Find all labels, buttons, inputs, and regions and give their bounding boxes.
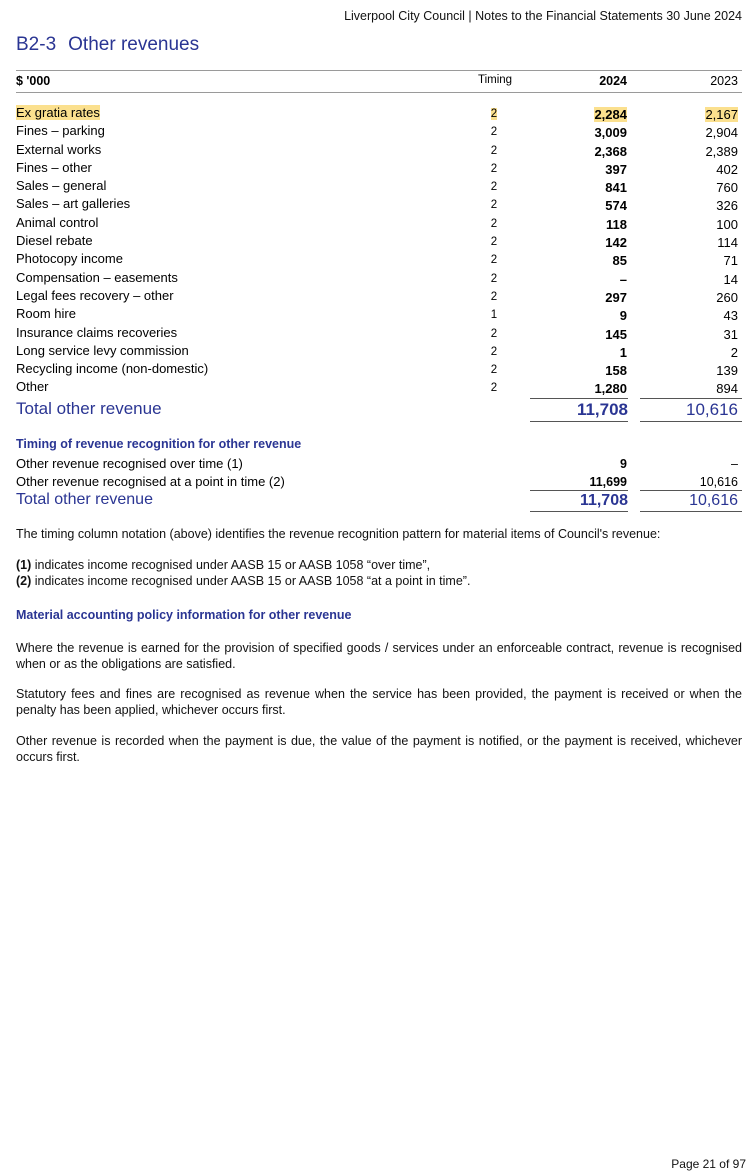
row-timing: 2	[490, 181, 498, 194]
total-2023: 10,616	[686, 400, 738, 419]
note-1-marker: (1)	[16, 558, 32, 572]
table-row	[0, 122, 756, 140]
row-timing: 2	[490, 217, 498, 230]
row-value-2024: 2,284	[594, 107, 627, 122]
total-2024: 11,708	[579, 492, 628, 509]
policy-paragraph-2: Statutory fees and fines are recognised as revenue when the service has been provided, the payment is received or when the penalty has been applied, whichever occurs first.	[16, 687, 742, 717]
row-value-2024: 1	[619, 344, 627, 360]
row-label: Ex gratia rates	[16, 105, 100, 120]
row-label: Room hire	[16, 306, 76, 322]
row-value-2023: 43	[723, 308, 738, 324]
table-row	[0, 232, 756, 250]
row-timing: 2	[490, 364, 498, 377]
total-label: Total other revenue	[16, 399, 162, 418]
policy-paragraph-3: Other revenue is recorded when the payment is due, the value of the payment is notified, or the payment is received, whichever occurs first.	[16, 734, 742, 764]
row-value-2023: –	[731, 457, 738, 471]
row-label: Legal fees recovery – other	[16, 287, 174, 303]
row-value-2023: 326	[716, 198, 738, 214]
table-row	[0, 269, 756, 287]
row-timing: 2	[490, 108, 498, 120]
table-row	[0, 250, 756, 268]
total-bottom-rule	[640, 421, 742, 422]
timing-intro: The timing column notation (above) identifies the revenue recognition pattern for material items of Council's revenue:	[16, 527, 661, 541]
table-row	[0, 104, 756, 122]
total-2023: 10,616	[689, 492, 738, 509]
row-value-2023: 260	[716, 289, 738, 305]
row-value-2024: 3,009	[594, 125, 627, 141]
row-value-2024: –	[619, 271, 627, 287]
note-2-marker: (2)	[16, 574, 32, 588]
table-row	[0, 324, 756, 342]
row-value-2024: 85	[612, 253, 627, 269]
row-label: Long service levy commission	[16, 342, 189, 358]
row-value-2023: 114	[717, 235, 738, 251]
row-timing: 2	[490, 254, 498, 267]
row-value-2024: 297	[605, 289, 627, 305]
row-value-2023: 2	[730, 344, 738, 360]
row-value-2024: 397	[605, 161, 627, 177]
row-value-2023: 2,167	[705, 107, 738, 122]
total-label: Total other revenue	[16, 491, 153, 508]
section-title-text: Other revenues	[68, 34, 200, 55]
row-label: Fines – parking	[16, 123, 105, 139]
table-row	[0, 378, 756, 396]
row-label: External works	[16, 141, 102, 157]
column-header-2023: 2023	[710, 74, 738, 88]
total-bottom-rule	[640, 511, 742, 512]
row-label: Fines – other	[16, 159, 92, 175]
row-value-2024: 1,280	[594, 381, 627, 397]
table-row	[0, 177, 756, 195]
row-timing: 2	[490, 272, 498, 285]
timing-heading: Timing of revenue recognition for other revenue	[16, 437, 302, 451]
table-row	[0, 159, 756, 177]
row-value-2024: 118	[606, 216, 627, 232]
row-label: Other	[16, 379, 49, 395]
row-label: Diesel rebate	[16, 233, 93, 249]
row-label: Sales – general	[16, 178, 107, 194]
table-row	[0, 214, 756, 232]
row-label: Recycling income (non-domestic)	[16, 361, 209, 377]
section-number: B2-3	[16, 34, 57, 55]
row-value-2023: 760	[716, 180, 738, 196]
row-value-2024: 9	[620, 457, 627, 471]
column-header-2024: 2024	[599, 74, 627, 88]
column-header-timing: Timing	[478, 74, 513, 86]
table-row	[0, 456, 756, 474]
row-timing: 2	[490, 327, 498, 340]
row-label: Photocopy income	[16, 251, 123, 267]
row-value-2024: 11,699	[589, 475, 627, 489]
page-number: Page 21 of 97	[671, 1157, 746, 1171]
row-value-2023: 2,904	[705, 125, 738, 141]
row-value-2023: 139	[716, 363, 738, 379]
table-row	[0, 342, 756, 360]
divider	[16, 92, 742, 93]
table-row	[0, 287, 756, 305]
note-1	[16, 558, 742, 574]
row-timing: 2	[490, 345, 498, 358]
row-timing: 2	[490, 290, 498, 303]
row-timing: 2	[490, 236, 498, 249]
policy-heading: Material accounting policy information for other revenue	[16, 608, 352, 622]
row-label: Animal control	[16, 214, 99, 230]
table-row	[0, 195, 756, 213]
table-row	[0, 360, 756, 378]
revenue-table	[0, 104, 756, 397]
row-value-2023: 402	[716, 161, 738, 177]
row-value-2024: 574	[605, 198, 627, 214]
row-label: Insurance claims recoveries	[16, 324, 178, 340]
table-row	[0, 141, 756, 159]
row-value-2023: 100	[716, 216, 738, 232]
row-value-2024: 145	[605, 326, 627, 342]
row-value-2024: 9	[619, 308, 627, 324]
row-value-2023: 14	[723, 271, 738, 287]
row-timing: 2	[490, 382, 498, 395]
row-value-2023: 10,616	[699, 475, 738, 489]
document-header: Liverpool City Council | Notes to the Financial Statements 30 June 2024	[344, 9, 742, 23]
divider	[16, 70, 742, 71]
column-header-unit: $ '000	[16, 74, 51, 88]
row-label: Other revenue recognised over time (1)	[16, 456, 243, 471]
section-title	[16, 34, 199, 56]
note-2	[16, 574, 742, 590]
row-timing: 2	[490, 162, 498, 175]
row-value-2024: 841	[605, 180, 627, 196]
row-label: Sales – art galleries	[16, 196, 131, 212]
row-label: Compensation – easements	[16, 269, 178, 285]
row-timing: 1	[490, 309, 498, 322]
table-row	[0, 305, 756, 323]
row-timing: 2	[490, 199, 498, 212]
row-value-2023: 71	[723, 253, 738, 269]
total-2024: 11,708	[576, 400, 628, 419]
note-2-text: indicates income recognised under AASB 15 or AASB 1058 “at a point in time”.	[31, 574, 471, 588]
row-value-2024: 142	[605, 235, 627, 251]
total-bottom-rule	[530, 511, 628, 512]
row-value-2023: 894	[716, 381, 738, 397]
row-value-2023: 2,389	[705, 143, 738, 159]
row-timing: 2	[490, 144, 498, 157]
row-timing: 2	[490, 126, 498, 139]
row-value-2024: 158	[605, 363, 627, 379]
timing-total-row	[0, 491, 756, 513]
note-1-text: indicates income recognised under AASB 15 or AASB 1058 “over time”,	[31, 558, 431, 572]
total-row	[0, 399, 756, 421]
total-bottom-rule	[530, 421, 628, 422]
row-value-2024: 2,368	[594, 143, 627, 159]
row-label: Other revenue recognised at a point in time (2)	[16, 474, 285, 489]
row-value-2023: 31	[723, 326, 738, 342]
policy-paragraph-1: Where the revenue is earned for the provision of specified goods / services under an enforceable contract, revenue is recognised when or as the obligations are satisfied.	[16, 641, 742, 671]
